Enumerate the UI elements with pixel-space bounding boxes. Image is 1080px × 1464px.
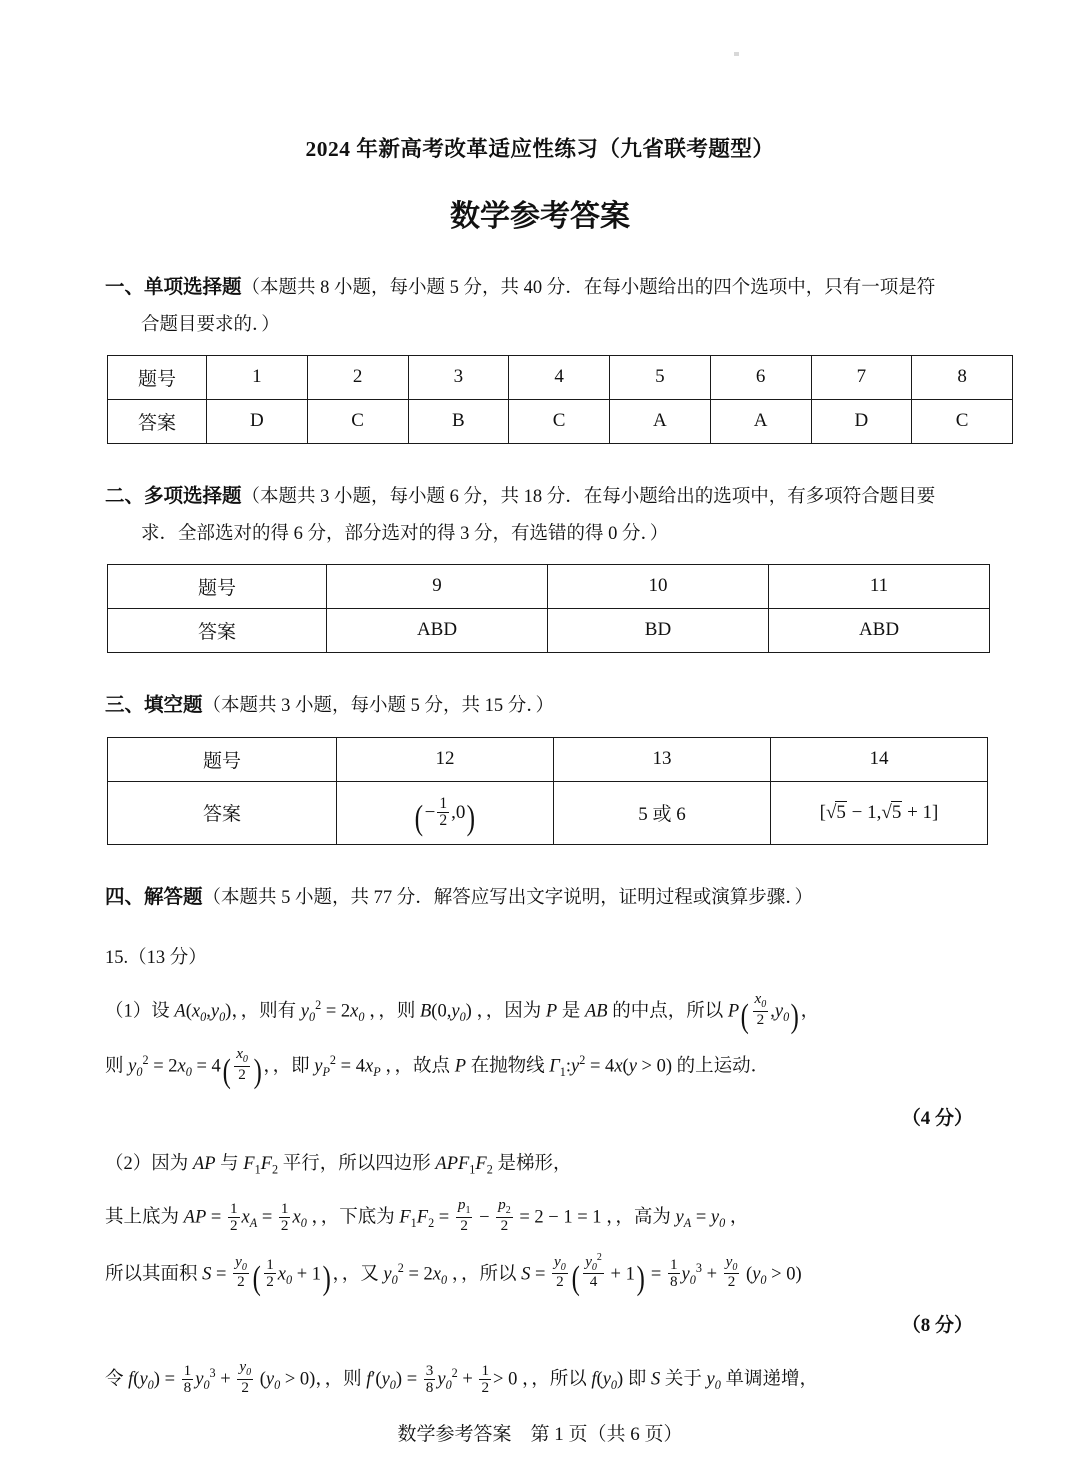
section-note-fill-blank: （本题共 3 小题，每小题 5 分，共 15 分．） (202, 695, 555, 716)
row-header-answer: 答案 (108, 781, 337, 844)
text-fragment: 即 (627, 1369, 647, 1390)
section-title-solutions: 四、解答题 (105, 886, 203, 908)
cell-question-6: 6 (710, 355, 811, 399)
cell-answer-9: ABD (327, 608, 548, 652)
row-header-answer: 答案 (108, 399, 207, 443)
row-header-question: 题号 (108, 564, 327, 608)
text-fragment: ，则有 (240, 1001, 297, 1022)
text-fragment: 令 (105, 1369, 124, 1390)
table-single-choice (107, 355, 1013, 444)
page-footer: 数学参考答案 第 1 页（共 6 页） (397, 1424, 683, 1445)
text-fragment: 因为 (151, 1153, 189, 1174)
text-fragment: 设 (151, 1001, 170, 1022)
cell-answer-5: A (610, 399, 711, 443)
score-marker-8: （8 分） (901, 1315, 973, 1337)
section-note-solutions: （本题共 5 小题，共 77 分．解答应写出文字说明，证明过程或演算步骤．） (202, 887, 814, 908)
text-fragment: ，下底为 (320, 1207, 395, 1228)
cell-question-14: 14 (771, 737, 988, 781)
text-fragment: 平行，所以四边形 (282, 1153, 431, 1174)
table-row (108, 564, 990, 608)
text-fragment: 则 (105, 1056, 124, 1077)
text-fragment: ，即 (272, 1056, 310, 1077)
cell-answer-7: D (811, 399, 912, 443)
cell-question-12: 12 (337, 737, 554, 781)
section-note-multi-choice-line2: 求．全部选对的得 6 分，部分选对的得 3 分，有选错的得 0 分．） (141, 523, 669, 544)
cell-answer-12: (− $\frac{1}{2}$ ,0) (337, 781, 554, 844)
text-fragment: （2） (105, 1153, 152, 1174)
row-header-question: 题号 (108, 737, 337, 781)
text-fragment: 的上运动． (676, 1056, 770, 1077)
section-header-fill-blank (105, 687, 975, 725)
score-marker-4: （4 分） (901, 1107, 973, 1129)
section-note-single-choice-line2: 合题目要求的．） (141, 314, 280, 335)
cell-answer-14: [√5 − 1,√5 + 1] (771, 781, 988, 844)
text-fragment: 单调递增， (725, 1369, 818, 1390)
cell-question-10: 10 (548, 564, 769, 608)
text-fragment: 与 (220, 1153, 239, 1174)
text-fragment: 是梯形， (497, 1153, 572, 1174)
cell-question-1: 1 (207, 355, 308, 399)
cell-question-7: 7 (811, 355, 912, 399)
text-fragment: ，故点 (394, 1056, 451, 1077)
text-fragment: 其上底为 (105, 1207, 180, 1228)
text-fragment: ，则 (378, 1001, 416, 1022)
table-row (108, 355, 1013, 399)
scan-artifact-speck (734, 52, 739, 56)
section-note-single-choice: （本题共 8 小题，每小题 5 分，共 40 分．在每小题给出的四个选项中，只有一项是符 (241, 277, 936, 298)
cell-answer-4: C (509, 399, 610, 443)
solution-15-part2-line2: 其上底为 AP = $\frac{1}{2}$ $x_A$ = $\frac{1}{2}$ $x_0$ ，，下底为 $F_1F_2$ = $\frac{p_1}{2}$ − $\frac{p_2}{2}$ = 2 − 1 = 1 ，，高为 $y_A = y_0$ ， (105, 1196, 749, 1234)
question-15-label: 15.（13 分） (105, 947, 207, 968)
section-header-solutions (105, 879, 975, 917)
text-fragment: ，所以 (531, 1369, 587, 1390)
page-subtitle: 数学参考答案 (450, 199, 630, 233)
cell-question-4: 4 (509, 355, 610, 399)
cell-answer-6: A (710, 399, 811, 443)
cell-question-8: 8 (912, 355, 1013, 399)
table-row (108, 399, 1013, 443)
row-header-answer: 答案 (108, 608, 327, 652)
solution-15-part2-line4: 令 $f(y_0)$ = $\frac{1}{8}$ $y_0^3$ + $\frac{y_0}{2}$ $(y_0 > 0)$，，则 $f'(y_0)$ = $\frac{3}{8}$ $y_0^2$ + $\frac{1}{2}$ > 0 ，，所以 $f(y_0)$ 即 S 关于 $y_0$ 单调递增， (105, 1358, 818, 1396)
cell-answer-11: ABD (769, 608, 990, 652)
cell-answer-1: D (207, 399, 308, 443)
text-fragment: ，因为 (485, 1001, 542, 1022)
section-header-single-choice (105, 269, 975, 343)
section-title-fill-blank: 三、填空题 (105, 694, 203, 716)
solution-15-part1-line2: 则 $y_0^2 = 2x_0 = 4$( $\frac{x_0}{2}$ )，，即 $y_P^2 = 4x_P$ ，，故点 P 在抛物线 $\Gamma_1:y^2 = 4x(y > 0)$ 的上运动． (105, 1045, 770, 1090)
cell-question-5: 5 (610, 355, 711, 399)
cell-answer-2: C (307, 399, 408, 443)
cell-question-2: 2 (307, 355, 408, 399)
row-header-question: 题号 (108, 355, 207, 399)
text-fragment: ，又 (341, 1263, 379, 1284)
table-row (108, 781, 988, 844)
section-header-multi-choice (105, 478, 975, 552)
cell-answer-13: 5 或 6 (554, 781, 771, 844)
table-multi-choice (107, 564, 990, 653)
section-title-single-choice: 一、单项选择题 (105, 276, 242, 298)
cell-question-11: 11 (769, 564, 990, 608)
cell-question-9: 9 (327, 564, 548, 608)
text-fragment: 是 (561, 1001, 581, 1022)
section-title-multi-choice: 二、多项选择题 (105, 485, 242, 507)
solution-15-part1-line1: （1）设 $A(x_0,y_0)$，，则有 $y_0^2 = 2x_0$ ，，则 $B(0,y_0)$ ，，因为 P 是 AB 的中点，所以 P( $\frac{x_0}{2}$ $,y_0$)， (105, 989, 820, 1035)
section-note-multi-choice: （本题共 3 小题，每小题 6 分，共 18 分．在每小题给出的选项中，有多项符合题目要 (241, 486, 936, 507)
cell-answer-3: B (408, 399, 509, 443)
solution-15-part2-line1: （2）因为 AP 与 $F_1F_2$ 平行，所以四边形 $APF_1F_2$ 是梯形， (105, 1153, 572, 1177)
page-title: 2024 年新高考改革适应性练习（九省联考题型） (305, 137, 775, 161)
text-fragment: ，则 (324, 1369, 362, 1390)
text-fragment: ，所以 (460, 1263, 517, 1284)
solution-15-part2-line3: 所以其面积 S = $\frac{y_0}{2}$ ( $\frac{1}{2}$ $x_0 + 1$)，，又 $y_0^2 = 2x_0$ ，，所以 S = $\frac{y_0}{2}$ ( $\frac{y_0^2}{4}$ + 1) = $\frac{1}{8}$ $y_0^3$ + $\frac{y_0}{2}$ $(y_0 > 0)$ (105, 1251, 802, 1298)
cell-question-3: 3 (408, 355, 509, 399)
table-row (108, 608, 990, 652)
cell-answer-8: C (912, 399, 1013, 443)
text-fragment: 关于 (664, 1369, 702, 1390)
table-fill-blank (107, 737, 988, 845)
text-fragment: 所以其面积 (105, 1263, 198, 1284)
text-fragment: ，高为 (615, 1207, 671, 1228)
cell-question-13: 13 (554, 737, 771, 781)
cell-answer-10: BD (548, 608, 769, 652)
table-row (108, 737, 988, 781)
text-fragment: 的中点，所以 (612, 1001, 724, 1022)
text-fragment: 在抛物线 (470, 1056, 545, 1077)
